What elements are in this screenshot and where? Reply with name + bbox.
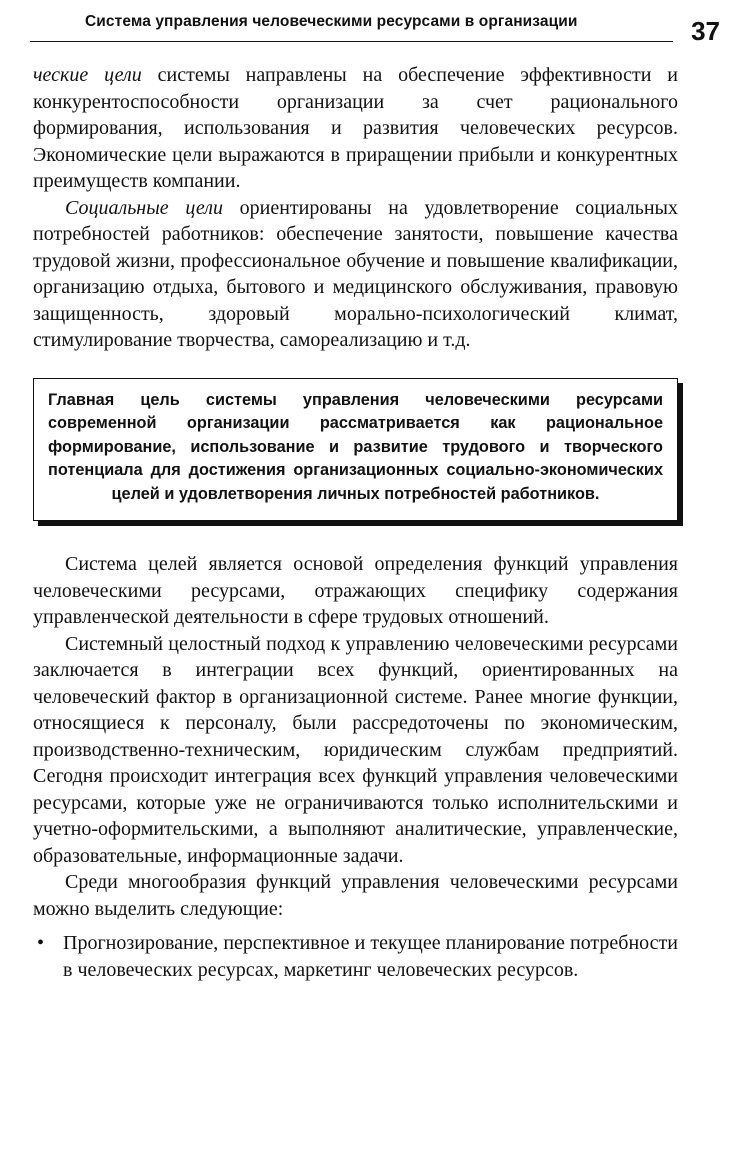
paragraph-functions-intro: Среди многообразия функций управления человеческими ресурсами можно выделить следующие: (33, 871, 678, 920)
running-header (30, 8, 720, 48)
running-header-title: Система управления человеческими ресурсами в организации (85, 13, 578, 30)
paragraph-social-goals (33, 195, 678, 354)
paragraph-text: ориентированы на удовлетворение социальных потребностей работников: обеспечение занятости, повышение качества трудовой жизни, профессиональное обучение и повышение квалификации, организацию отдыха, бытового и медицинского обслуживания, правовую защищенность, здоровый морально-психологический климат, стимулирование творчества, самореализацию и т.д. (33, 196, 678, 351)
paragraph-systemic-approach: Системный целостный подход к управлению человеческими ресурсами заключается в интеграции всех функций, ориентированных на человеческий фактор в организационной системе. Ранее многие функции, относящиеся к персоналу, были рассредоточены по экономическим, производственно-техническим, юридическим службам предприятий. Сегодня происходит интеграция всех функций управления человеческими ресурсами, которые уже не ограничиваются только исполнительскими и учетно-оформительскими, а выполняют аналитические, управленческие, образовательные, информационные задачи. (33, 632, 678, 867)
list-item-text: Прогнозирование, перспективное и текущее планирование потребности в человеческих ресурсах, маркетинг человеческих ресурсов. (63, 932, 678, 981)
italic-term: ческие цели (33, 64, 142, 86)
page-number: 37 (691, 16, 720, 46)
paragraph-economic-goals (33, 62, 678, 195)
paragraph-text: системы направлены на обеспечение эффективности и конкурентоспособности организации за счет рационального формирования, использования и развития человеческих ресурсов. Экономические цели выражаются в приращении прибыли и конкурентных преимуществ компании. (33, 64, 678, 192)
paragraph-goal-system: Система целей является основой определения функций управления человеческими ресурсами, отражающих специфику содержания управленческой деятельности в сфере трудовых отношений. (33, 553, 678, 628)
callout-box (33, 378, 678, 522)
body-text (33, 62, 678, 983)
bullet-icon: • (37, 932, 45, 954)
functions-list (33, 930, 678, 983)
callout-text: Главная цель системы управления человеческими ресурсами современной организации рассматривается как рациональное формирование, использование и развитие трудового и творческого потенциала для достижения организационных социально-экономических целей и удовлетворения личных потребностей работников. (33, 378, 678, 522)
header-rule (30, 41, 673, 42)
italic-term: Социальные цели (65, 196, 223, 219)
list-item (33, 930, 678, 983)
